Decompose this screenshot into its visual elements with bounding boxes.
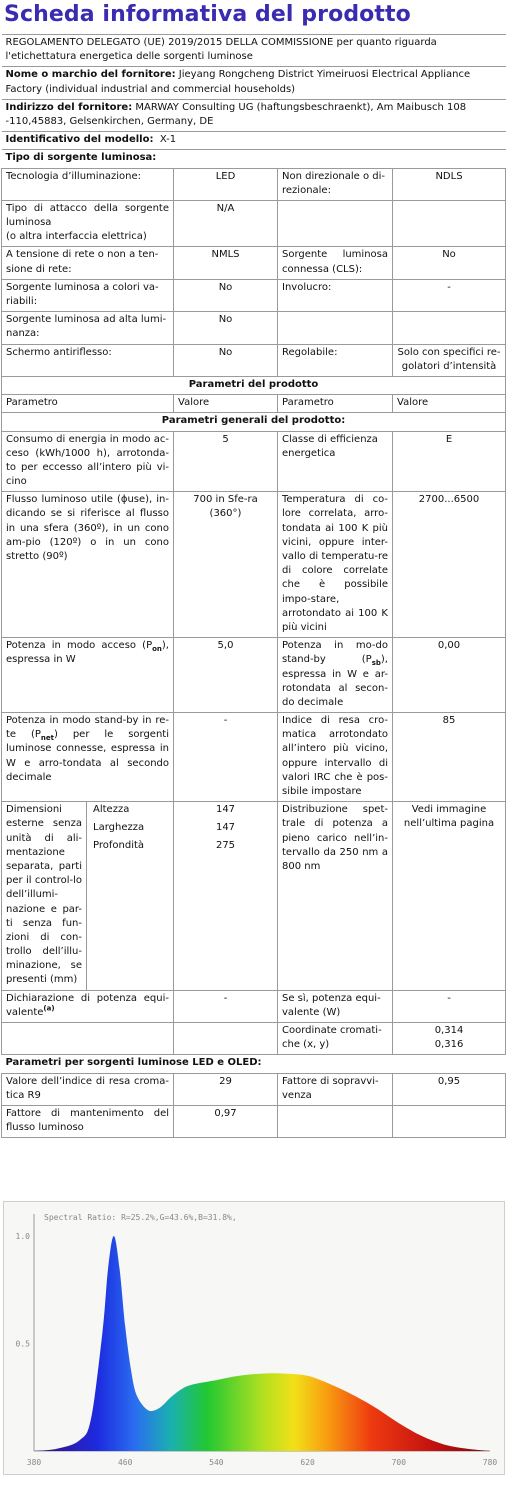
column-header-row	[2, 395, 506, 413]
supplier-name-label: Nome o marchio del fornitore:	[5, 69, 176, 81]
param-label-subscript: on	[152, 645, 162, 654]
param-label: Sorgente luminosa connessa (CLS):	[278, 247, 393, 279]
source-type-heading: Tipo di sorgente luminosa:	[2, 150, 506, 168]
chromaticity-y-value: 0,316	[434, 1039, 464, 1051]
param-label: Involucro:	[278, 279, 393, 311]
general-params-heading-row	[2, 413, 506, 431]
table-row	[2, 638, 506, 713]
param-value: No	[174, 312, 278, 344]
supplier-address-value: MARWAY Consulting UG (haftungsbeschraenkt), Am Maibusch 108 -110,45883, Gelsenkirchen, Germany, DE	[5, 101, 467, 127]
column-header-param: Parametro	[278, 395, 393, 413]
dimension-label-depth: Profondità	[93, 840, 145, 852]
param-value: 85	[393, 713, 506, 802]
param-value: 5,0	[174, 638, 278, 713]
x-tick-label: 780	[482, 1458, 498, 1467]
param-label: Dimensioni esterne senza unità di ali-mentazione separata, parti per il control-lo dell’illumi-nazione e par-ti senza fun-zioni di con-trollo dell’illu-minazione, se presenti (mm)	[2, 802, 87, 989]
dimension-value-depth: 275	[215, 840, 236, 852]
param-label: Dichiarazione di potenza equi-valente	[6, 992, 169, 1018]
param-label	[278, 1105, 393, 1137]
param-label: Potenza in mo-do stand-by (P	[282, 640, 388, 666]
column-header-value: Valore	[174, 395, 278, 413]
param-value: LED	[174, 168, 278, 200]
param-value: NMLS	[174, 247, 278, 279]
x-tick-label: 620	[300, 1458, 315, 1467]
param-label: Valore dell’indice di resa croma-tica R9	[2, 1073, 174, 1105]
param-label: Regolabile:	[278, 344, 393, 376]
supplier-name-row	[2, 67, 506, 99]
param-value: 0,95	[393, 1073, 506, 1105]
spectrum-svg	[4, 1202, 504, 1474]
param-label: Potenza in modo stand-by in re-te (P	[6, 715, 169, 741]
param-value: -	[393, 279, 506, 311]
page-title: Scheda informativa del prodotto	[4, 2, 411, 27]
param-label: Sorgente luminosa ad alta lumi-nanza:	[2, 312, 174, 344]
model-id-label: Identificativo del modello:	[5, 134, 154, 146]
x-tick-label: 540	[209, 1458, 224, 1467]
param-value: -	[393, 990, 506, 1022]
chromaticity-x-value: 0,314	[434, 1025, 464, 1036]
dimension-label-width: Larghezza	[93, 822, 145, 834]
led-params-heading: Parametri per sorgenti luminose LED e OLED:	[2, 1055, 506, 1073]
param-label: Classe di efficienza energetica	[278, 431, 393, 492]
dimension-label-height: Altezza	[93, 804, 130, 816]
table-row	[2, 802, 506, 990]
param-label-note: (o altra interfaccia elettrica)	[6, 231, 147, 243]
table-row	[2, 492, 506, 638]
spectrum-area	[34, 1236, 490, 1451]
param-label: Indice di resa cro-matica arrotondato all’intero più vicino, oppure intervallo di valori IRC che è pos-sibile impostare	[278, 713, 393, 802]
param-label: ), espressa in W	[6, 640, 169, 666]
param-label: Fattore di sopravvi-venza	[278, 1073, 393, 1105]
table-row	[2, 247, 506, 279]
param-label: ) per le sorgenti luminose connesse, espressa in W e arro-tondata al secondo decimale	[6, 729, 169, 783]
param-label: Schermo antiriflesso:	[2, 344, 174, 376]
param-value	[393, 200, 506, 247]
param-value: Solo con specifici re-golatori d’intensità	[393, 344, 506, 376]
param-value: 29	[174, 1073, 278, 1105]
param-label-subscript: net	[40, 734, 54, 743]
table-row	[2, 990, 506, 1022]
param-value: E	[393, 431, 506, 492]
column-header-value: Valore	[393, 395, 506, 413]
dimension-value-width: 147	[215, 822, 236, 834]
param-label: Non direzionale o di-rezionale:	[278, 168, 393, 200]
param-value: 700 in Sfe-ra (360°)	[174, 492, 278, 638]
param-label: Flusso luminoso utile (ɸuse), in-dicando se si riferisce al flusso in una sfera (360º), in un cono am-pio (120º) o in un cono stretto (90º)	[2, 492, 174, 638]
general-params-heading: Parametri generali del prodotto:	[2, 413, 506, 431]
y-tick-label: 1.0	[15, 1232, 30, 1241]
param-label: Temperatura di co-lore correlata, arro-tondata ai 100 K più vicini, oppure inter-vallo di temperatu-re di colore correlate che è possibile impo-stare, arrotondato ai 100 K più vicini	[278, 492, 393, 638]
table-row	[2, 431, 506, 492]
model-id-value: X-1	[159, 134, 177, 146]
table-row	[2, 168, 506, 200]
footnote-marker: (a)	[43, 1004, 55, 1013]
param-value: -	[174, 990, 278, 1022]
param-value: NDLS	[393, 168, 506, 200]
param-value: 5	[174, 431, 278, 492]
param-label	[278, 200, 393, 247]
param-label: Fattore di mantenimento del flusso luminoso	[2, 1105, 174, 1137]
x-tick-label: 460	[117, 1458, 133, 1467]
supplier-address-label: Indirizzo del fornitore:	[5, 101, 133, 113]
param-value: No	[393, 247, 506, 279]
column-header-param: Parametro	[2, 395, 174, 413]
param-label: Potenza in modo acceso (P	[6, 640, 153, 652]
x-tick-label: 380	[26, 1458, 42, 1467]
param-value	[393, 1105, 506, 1137]
param-label: A tensione di rete o non a ten-sione di rete:	[2, 247, 174, 279]
table-row	[2, 344, 506, 376]
regulation-text: REGOLAMENTO DELEGATO (UE) 2019/2015 DELLA COMMISSIONE per quanto riguarda l'etichettatura energetica delle sorgenti luminose	[2, 35, 506, 67]
table-row	[2, 1105, 506, 1137]
chart-title: Spectral Ratio: R=25.2%,G=43.6%,B=31.8%,	[44, 1213, 237, 1222]
table-row	[2, 1073, 506, 1105]
param-label: Coordinate cromati-che (x, y)	[278, 1023, 393, 1055]
param-label: Tecnologia d’illuminazione:	[2, 168, 174, 200]
supplier-address-row	[2, 99, 506, 131]
led-heading-row	[2, 1055, 506, 1073]
param-value: 2700...6500	[393, 492, 506, 638]
x-tick-label: 700	[391, 1458, 407, 1467]
param-label-subscript: sb	[371, 659, 381, 668]
param-value: 0,00	[393, 638, 506, 713]
param-value: No	[174, 279, 278, 311]
param-value: N/A	[174, 200, 278, 247]
param-value	[393, 312, 506, 344]
dimensions-table	[2, 802, 173, 989]
param-label: Se sì, potenza equi-valente (W)	[278, 990, 393, 1022]
supplier-name-value: Jieyang Rongcheng District Yimeiruosi Electrical Appliance Factory (individual industrial and commercial households)	[5, 69, 471, 95]
table-row	[2, 713, 506, 802]
product-params-heading-row	[2, 376, 506, 394]
dimension-value-height: 147	[215, 804, 236, 816]
source-type-heading-row	[2, 150, 506, 168]
param-label: Distribuzione spet-trale di potenza a pieno carico nell’in-tervallo da 250 nm a 800 nm	[278, 802, 393, 990]
param-label: Consumo di energia in modo ac-ceso (kWh/1000 h), arrotonda-to per eccesso all’intero più vi-cino	[2, 431, 174, 492]
param-value: Vedi immagine nell’ultima pagina	[393, 802, 506, 990]
param-label: ), espressa in W e ar-rotondata al secon-do decimale	[282, 654, 388, 708]
param-label	[278, 312, 393, 344]
y-tick-label: 0.5	[15, 1339, 30, 1349]
param-value: -	[174, 713, 278, 802]
param-value: 0,97	[174, 1105, 278, 1137]
param-label: Sorgente luminosa a colori va-riabili:	[2, 279, 174, 311]
regulation-row	[2, 35, 506, 67]
table-row	[2, 312, 506, 344]
table-row	[2, 279, 506, 311]
param-value: No	[174, 344, 278, 376]
product-params-heading: Parametri del prodotto	[2, 376, 506, 394]
spectral-distribution-chart	[3, 1201, 505, 1475]
product-info-table	[1, 34, 506, 1138]
table-row	[2, 1023, 506, 1055]
table-row	[2, 200, 506, 247]
model-id-row	[2, 132, 506, 150]
param-label: Tipo di attacco della sorgente luminosa	[6, 202, 169, 229]
